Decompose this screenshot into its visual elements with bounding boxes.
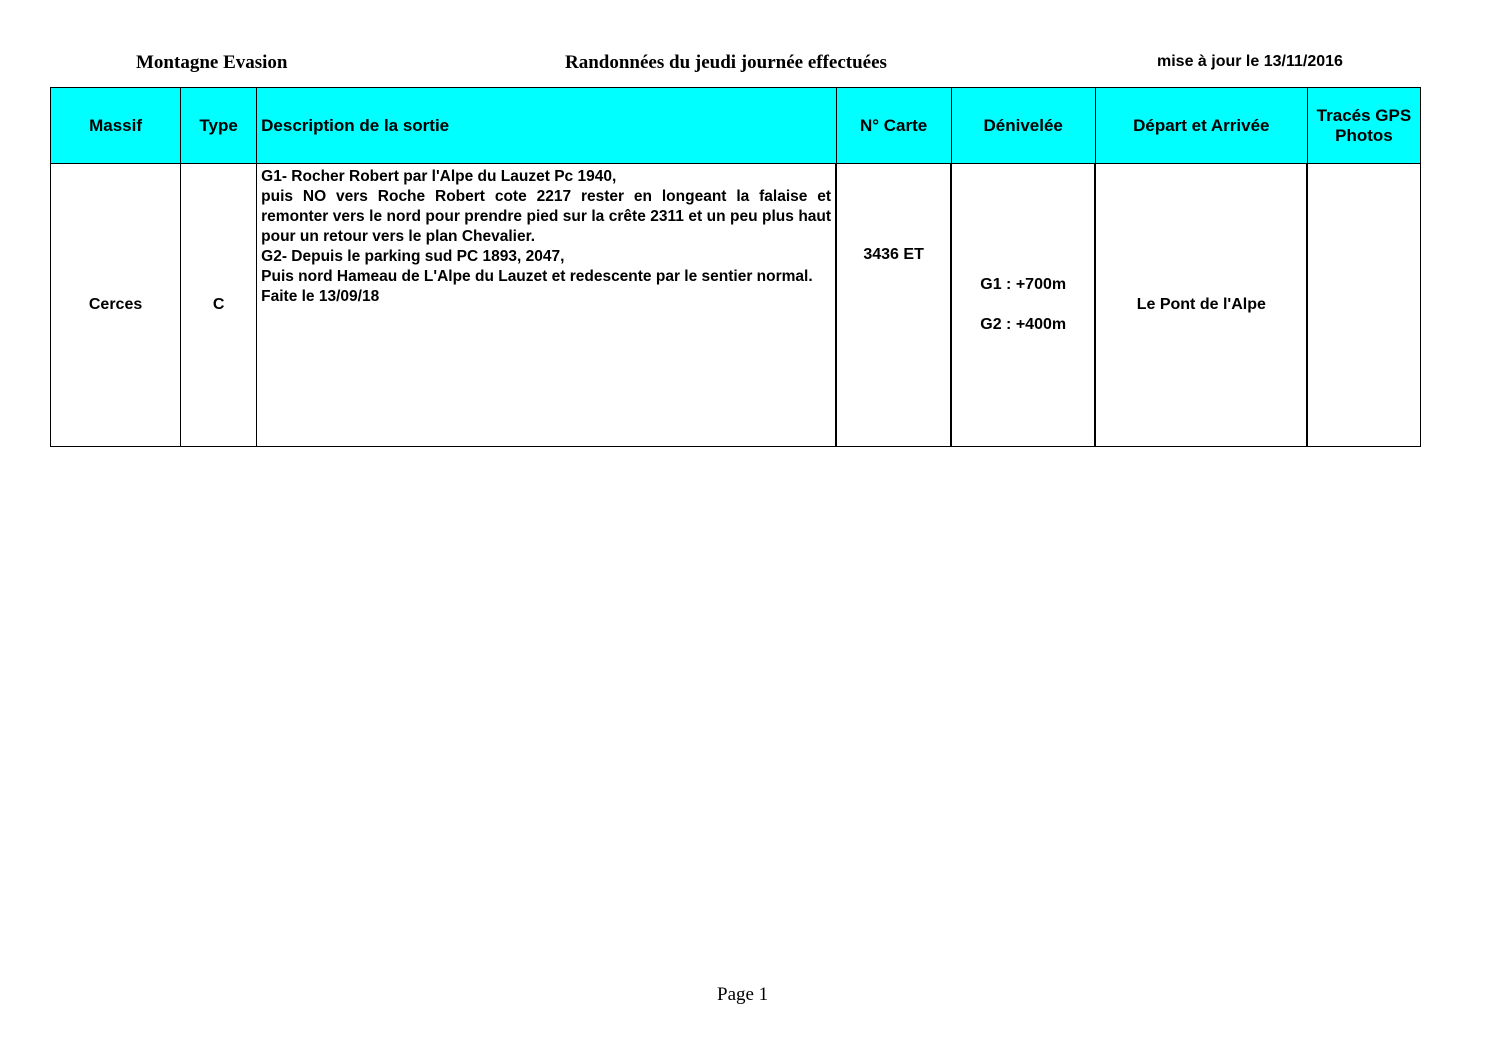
table-row bbox=[51, 164, 1421, 447]
col-header-gps-line2: Photos bbox=[1335, 125, 1393, 145]
document-title: Randonnées du jeudi journée effectuées bbox=[565, 52, 887, 73]
page-number: Page 1 bbox=[717, 984, 769, 1005]
denivelee-g2: G2 : +400m bbox=[980, 316, 1067, 333]
denivelee-g1: G1 : +700m bbox=[980, 276, 1067, 293]
col-header-denivelee: Dénivelée bbox=[951, 88, 1095, 164]
description-line: G1- Rocher Robert par l'Alpe du Lauzet Pc 1940, bbox=[261, 168, 617, 185]
col-header-massif: Massif bbox=[51, 88, 181, 164]
cell-gps bbox=[1307, 164, 1420, 447]
cell-massif: Cerces bbox=[51, 164, 181, 447]
table-header-row bbox=[51, 88, 1421, 164]
hikes-table bbox=[50, 87, 1421, 447]
cell-depart: Le Pont de l'Alpe bbox=[1095, 164, 1307, 447]
col-header-type: Type bbox=[181, 88, 257, 164]
cell-description bbox=[257, 164, 836, 447]
description-line: G2- Depuis le parking sud PC 1893, 2047, bbox=[261, 248, 565, 265]
col-header-depart: Départ et Arrivée bbox=[1095, 88, 1307, 164]
col-header-description: Description de la sortie bbox=[257, 88, 836, 164]
description-line: Puis nord Hameau de L'Alpe du Lauzet et redescente par le sentier normal. bbox=[261, 268, 813, 285]
col-header-carte: N° Carte bbox=[836, 88, 951, 164]
club-name: Montagne Evasion bbox=[136, 52, 288, 73]
description-line: Faite le 13/09/18 bbox=[261, 288, 380, 305]
cell-type: C bbox=[181, 164, 257, 447]
update-date: mise à jour le 13/11/2016 bbox=[1157, 53, 1343, 70]
cell-denivelee bbox=[951, 164, 1095, 447]
description-line: puis NO vers Roche Robert cote 2217 rester en longeant la falaise et remonter vers le nord pour prendre pied sur la crête 2311 et un peu plus haut pour un retour vers le plan Chevalier. bbox=[261, 188, 832, 245]
col-header-gps bbox=[1307, 88, 1420, 164]
cell-carte: 3436 ET bbox=[836, 164, 951, 447]
col-header-gps-line1: Tracés GPS bbox=[1316, 105, 1412, 125]
